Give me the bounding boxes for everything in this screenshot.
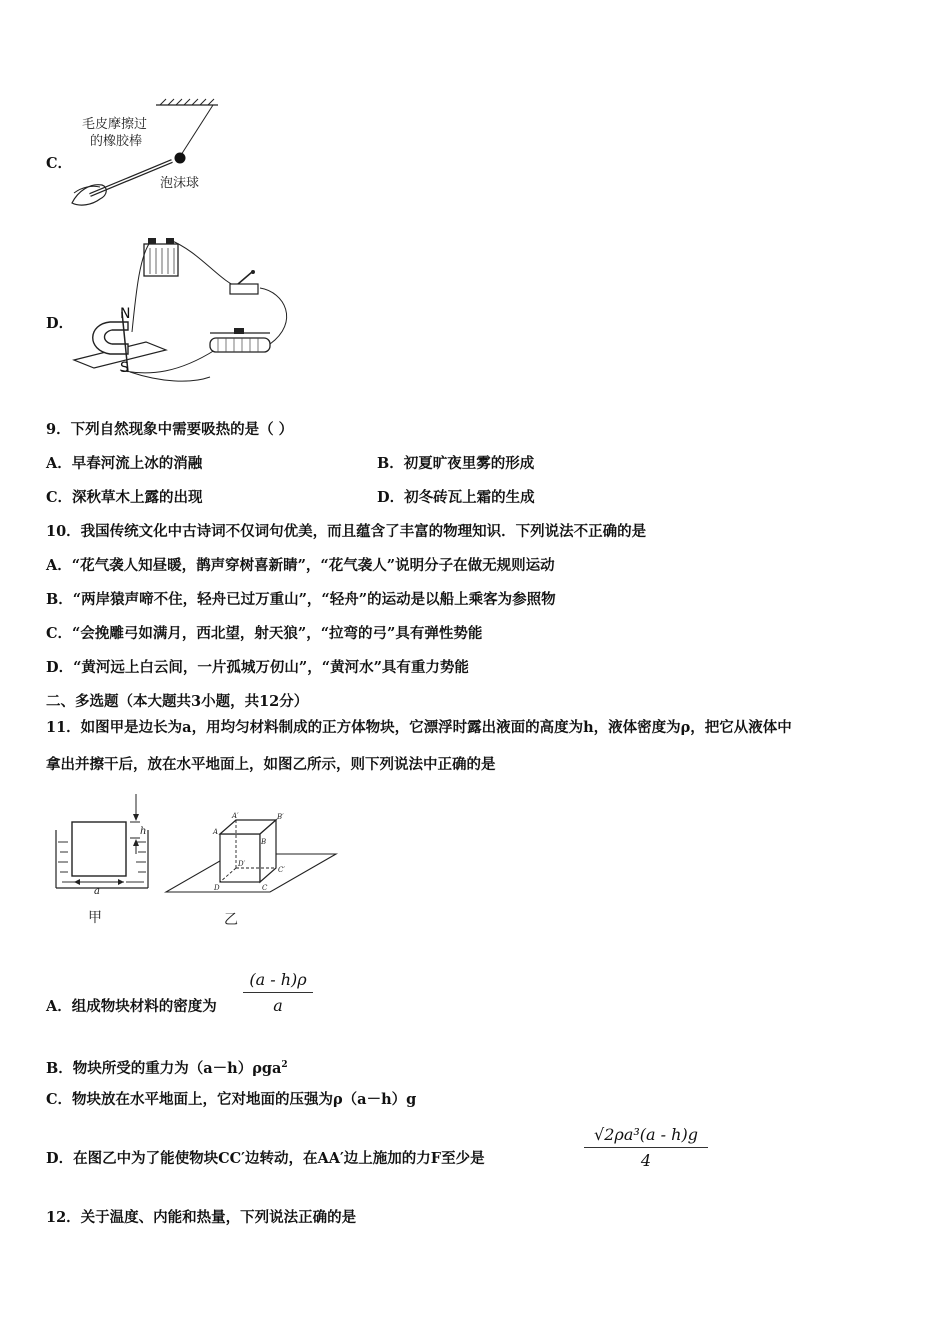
q8-option-d-label: D． bbox=[46, 315, 74, 332]
vertex-c: C bbox=[262, 884, 268, 892]
q11-stem-line1: 11．如图甲是边长为a，用均匀材料制成的正方体物块，它漂浮时露出液面的高度为h，液体密度为ρ，把它从液体中 bbox=[46, 719, 792, 736]
q11-figure-yi bbox=[162, 800, 342, 940]
switch-icon bbox=[230, 284, 258, 294]
vertex-c-prime: C′ bbox=[278, 866, 285, 874]
q9-stem: 9．下列自然现象中需要吸热的是（ ） bbox=[46, 421, 294, 438]
q10-stem: 10．我国传统文化中古诗词不仅词句优美，而且蕴含了丰富的物理知识．下列说法不正确的是 bbox=[46, 523, 647, 540]
section-2-heading: 二、多选题（本大题共3小题，共12分） bbox=[46, 693, 309, 710]
q11-a-denominator: a bbox=[273, 996, 283, 1015]
q11-option-d-formula bbox=[584, 1125, 708, 1170]
q9-option-c: C．深秋草木上露的出现 bbox=[46, 489, 203, 506]
q12-stem: 12．关于温度、内能和热量，下列说法正确的是 bbox=[46, 1209, 357, 1226]
q10-option-a: A．“花气袭人知昼暖，鹊声穿树喜新睛”，“花气袭人”说明分子在做无规则运动 bbox=[46, 557, 555, 574]
q11-fig-a: a bbox=[94, 886, 100, 897]
magnet-icon bbox=[93, 322, 128, 354]
q10-option-c: C．“会挽雕弓如满月，西北望，射天狼”，“拉弯的弓”具有弹性势能 bbox=[46, 625, 483, 642]
q11-fig-yi-label: 乙 bbox=[224, 912, 238, 928]
cube-floating bbox=[72, 822, 126, 876]
q8-c-fig-text1: 毛皮摩擦过 bbox=[82, 117, 148, 132]
q8-option-c-label: C． bbox=[46, 155, 73, 172]
q10-option-b: B．“两岸猿声啼不住，轻舟已过万重山”，“轻舟”的运动是以船上乘客为参照物 bbox=[46, 591, 556, 608]
foam-ball bbox=[175, 153, 186, 164]
q11-d-denominator: 4 bbox=[640, 1151, 652, 1170]
q9-option-d: D．初冬砖瓦上霜的生成 bbox=[377, 489, 535, 506]
vertex-b-prime: B′ bbox=[277, 813, 284, 821]
q11-figure-jia bbox=[48, 790, 158, 930]
vertex-a: A bbox=[213, 828, 219, 836]
q11-option-c: C．物块放在水平地面上，它对地面的压强为ρ（a－h）g bbox=[46, 1091, 417, 1108]
q10-option-d: D．“黄河远上白云间，一片孤城万仞山”，“黄河水”具有重力势能 bbox=[46, 659, 469, 676]
vertex-b: B bbox=[261, 838, 267, 846]
q11-option-b-sup: 2 bbox=[281, 1060, 288, 1070]
battery-icon bbox=[144, 244, 178, 276]
q11-option-b bbox=[46, 1055, 288, 1079]
q8-c-fig-text2: 的橡胶棒 bbox=[90, 134, 143, 149]
q8-c-fig-text3: 泡沫球 bbox=[160, 176, 200, 191]
vertex-d-prime: D′ bbox=[238, 860, 246, 868]
q8-option-d-figure bbox=[70, 232, 310, 382]
q11-d-numerator: √2ρa³(a - h)g bbox=[594, 1125, 698, 1144]
q8-d-fig-s: S bbox=[120, 360, 129, 376]
vertex-d: D bbox=[214, 884, 220, 892]
cube-on-ground bbox=[220, 834, 260, 882]
q11-option-a-formula bbox=[243, 970, 313, 1015]
q8-d-fig-n: N bbox=[120, 306, 131, 322]
rheostat-icon bbox=[210, 338, 270, 352]
q9-option-b: B．初夏旷夜里雾的形成 bbox=[377, 455, 535, 472]
q11-stem-line2: 拿出并擦干后，放在水平地面上，如图乙所示，则下列说法中正确的是 bbox=[46, 756, 496, 773]
vertex-a-prime: A′ bbox=[232, 812, 239, 820]
q11-option-a: A．组成物块材料的密度为 bbox=[46, 998, 217, 1015]
q11-fig-jia-label: 甲 bbox=[88, 910, 102, 926]
q9-option-a: A．早春河流上冰的消融 bbox=[46, 455, 203, 472]
q11-option-d: D．在图乙中为了能使物块CC′边转动，在AA′边上施加的力F至少是 bbox=[46, 1150, 485, 1167]
q8-option-c-figure bbox=[68, 95, 228, 210]
q11-a-numerator: (a - h)ρ bbox=[249, 970, 307, 989]
q11-option-b-text: B．物块所受的重力为（a－h）ρga bbox=[46, 1059, 282, 1077]
q11-fig-h: h bbox=[140, 826, 147, 837]
